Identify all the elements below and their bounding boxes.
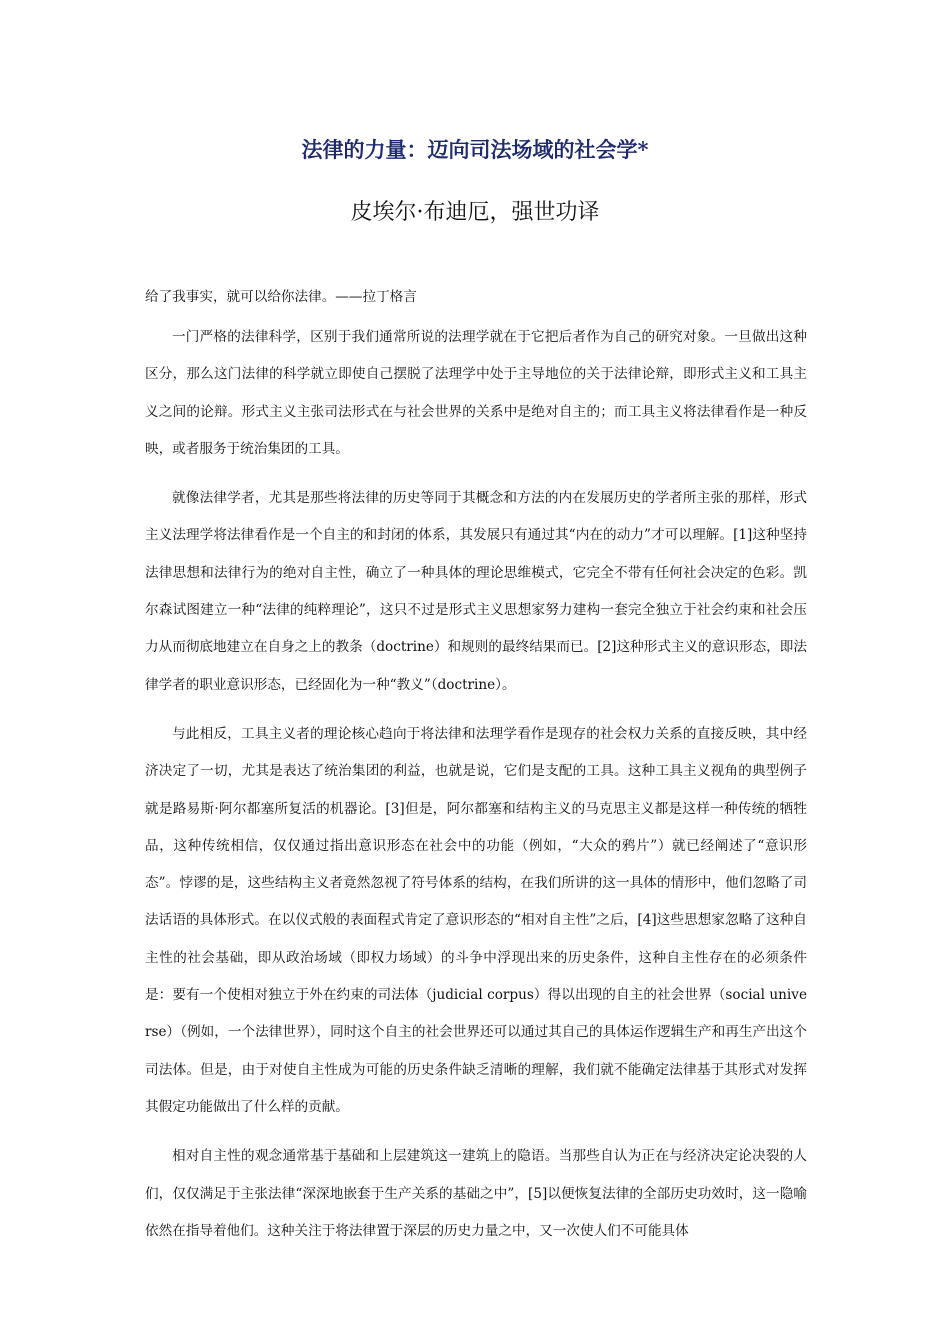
document-title: 法律的力量：迈向司法场域的社会学* (301, 137, 649, 162)
document-body (145, 285, 807, 1262)
paragraph-2: 就像法律学者，尤其是那些将法律的历史等同于其概念和方法的内在发展历史的学者所主张的那样，形式主义法理学将法律看作是一个自主的和封闭的体系，其发展只有通过其“内在的动力”才可以理解。[1]这种坚持法律思想和法律行为的绝对自主性，确立了一种具体的理论思维模式，它完全不带有任何社会决定的色彩。凯尔森试图建立一种“法律的纯粹理论”，这只不过是形式主义思想家努力建构一套完全独立于社会约束和社会压力从而彻底地建立在自身之上的教条（doctrine）和规则的最终结果而已。[2]这种形式主义的意识形态，即法律学者的职业意识形态，已经固化为一种“教义”（doctrine）。 (145, 490, 807, 693)
document-author: 皮埃尔·布迪厄，强世功译 (350, 200, 600, 225)
paragraph-3: 与此相反，工具主义者的理论核心趋向于将法律和法理学看作是现存的社会权力关系的直接反映，其中经济决定了一切，尤其是表达了统治集团的利益，也就是说，它们是支配的工具。这种工具主义视角的典型例子就是路易斯·阿尔都塞所复活的机器论。[3]但是，阿尔都塞和结构主义的马克思主义都是这样一种传统的牺牲品，这种传统相信，仅仅通过指出意识形态在社会中的功能（例如，“大众的鸦片”）就已经阐述了“意识形态”。悖谬的是，这些结构主义者竟然忽视了符号体系的结构，在我们所讲的这一具体的情形中，他们忽略了司法话语的具体形式。在以仪式般的表面程式肯定了意识形态的“相对自主性”之后，[4]这些思想家忽略了这种自主性的社会基础，即从政治场域（即权力场域）的斗争中浮现出来的历史条件，这种自主性存在的必须条件是：要有一个使相对独立于外在约束的司法体（judicial corpus）得以出现的自主的社会世界（social universe）（例如，一个法律世界），同时这个自主的社会世界还可以通过其自己的具体运作逻辑生产和再生产出这个司法体。但是，由于对使自主性成为可能的历史条件缺乏清晰的理解，我们就不能确定法律基于其形式对发挥其假定功能做出了什么样的贡献。 (145, 725, 807, 1115)
paragraph-1: 一门严格的法律科学，区别于我们通常所说的法理学就在于它把后者作为自己的研究对象。一旦做出这种区分，那么这门法律的科学就立即使自己摆脱了法理学中处于主导地位的关于法律论辩，即形式主义和工具主义之间的论辩。形式主义主张司法形式在与社会世界的关系中是绝对自主的；而工具主义将法律看作是一种反映，或者服务于统治集团的工具。 (145, 329, 807, 457)
epigraph: 给了我事实，就可以给你法律。——拉丁格言 (145, 289, 417, 305)
paragraph-4: 相对自主性的观念通常基于基础和上层建筑这一建筑上的隐语。当那些自认为正在与经济决定论决裂的人们，仅仅满足于主张法律“深深地嵌套于生产关系的基础之中”，[5]以便恢复法律的全部历史功效时，这一隐喻依然在指导着他们。这种关注于将法律置于深层的历史力量之中，又一次使人们不可能具体 (145, 1148, 807, 1239)
